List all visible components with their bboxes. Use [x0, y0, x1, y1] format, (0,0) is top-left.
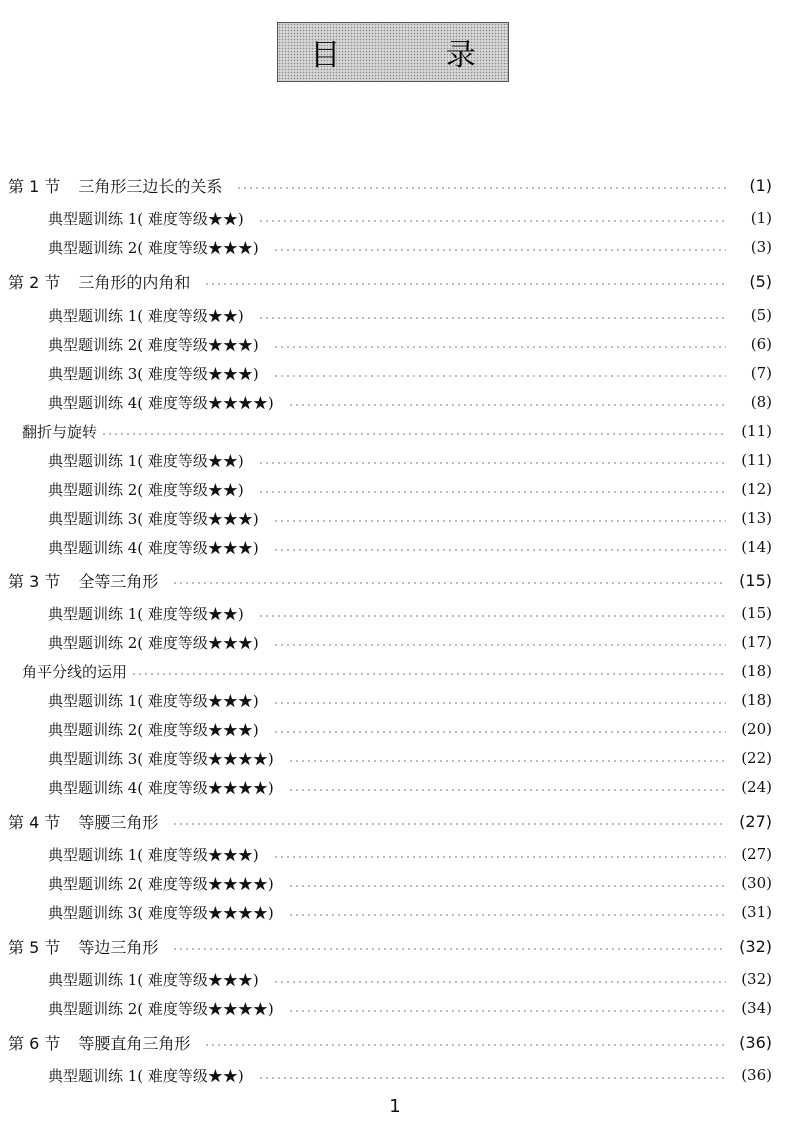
dot-leader	[258, 220, 726, 222]
entry-title: 翻折与旋转	[22, 422, 98, 441]
entry-page-number: (11)	[741, 422, 772, 440]
entry-page-number: (31)	[741, 903, 772, 921]
entry-title: 典型题训练 2( 难度等级★★★★)	[48, 874, 274, 893]
dot-leader	[273, 249, 726, 251]
dot-leader	[236, 187, 726, 189]
entry-page-number: (6)	[750, 335, 772, 353]
entry-title: 典型题训练 2( 难度等级★★)	[48, 480, 244, 499]
entry-title: 典型题训练 2( 难度等级★★★★)	[48, 999, 274, 1018]
toc-practice-row[interactable]	[0, 716, 790, 742]
toc-entry-label	[0, 873, 274, 894]
entry-title: 典型题训练 1( 难度等级★★★)	[48, 970, 259, 989]
toc-practice-row[interactable]	[0, 1062, 790, 1088]
toc-section-row[interactable]	[0, 268, 790, 294]
toc-section-row[interactable]	[0, 172, 790, 198]
entry-title: 典型题训练 4( 难度等级★★★)	[48, 538, 259, 557]
toc-entry-label	[0, 208, 244, 229]
dot-leader	[204, 1044, 726, 1046]
entry-page-number: (24)	[741, 778, 772, 796]
entry-page-number: (1)	[750, 209, 772, 227]
toc-practice-row[interactable]	[0, 331, 790, 357]
entry-title: 典型题训练 3( 难度等级★★★)	[48, 364, 259, 383]
entry-title: 典型题训练 1( 难度等级★★★)	[48, 845, 259, 864]
toc-entry-label	[0, 537, 259, 558]
entry-title: 典型题训练 1( 难度等级★★)	[48, 1066, 244, 1085]
toc-practice-row[interactable]	[0, 899, 790, 925]
toc-entry-label	[0, 777, 274, 798]
toc-subsection-row[interactable]	[0, 658, 790, 684]
dot-leader	[273, 731, 726, 733]
toc-entry-label	[0, 748, 274, 769]
entry-page-number: (15)	[739, 570, 772, 590]
entry-page-number: (15)	[741, 604, 772, 622]
dot-leader	[273, 981, 726, 983]
entry-page-number: (27)	[741, 845, 772, 863]
entry-page-number: (13)	[741, 509, 772, 527]
entry-title: 典型题训练 2( 难度等级★★★)	[48, 720, 259, 739]
toc-entry-label	[0, 392, 274, 413]
entry-title: 典型题训练 2( 难度等级★★★)	[48, 238, 259, 257]
toc-practice-row[interactable]	[0, 841, 790, 867]
entry-page-number: (20)	[741, 720, 772, 738]
entry-title: 典型题训练 1( 难度等级★★)	[48, 306, 244, 325]
toc-title: 目 录	[310, 38, 524, 73]
dot-leader	[258, 491, 726, 493]
dot-leader	[258, 317, 726, 319]
entry-page-number: (17)	[741, 633, 772, 651]
section-number: 第 5 节	[8, 937, 61, 957]
toc-practice-row[interactable]	[0, 870, 790, 896]
toc-entry-label	[0, 421, 97, 442]
entry-page-number: (12)	[741, 480, 772, 498]
dot-leader	[131, 673, 726, 675]
toc-entry-label	[0, 719, 259, 740]
toc-practice-row[interactable]	[0, 447, 790, 473]
toc-entry-label	[0, 902, 274, 923]
toc-entry-label	[0, 334, 259, 355]
toc-practice-row[interactable]	[0, 302, 790, 328]
toc-entry-label	[0, 1031, 190, 1054]
entry-page-number: (18)	[741, 691, 772, 709]
section-number: 第 6 节	[8, 1033, 61, 1053]
dot-leader	[288, 914, 726, 916]
dot-leader	[273, 520, 726, 522]
entry-page-number: (11)	[741, 451, 772, 469]
dot-leader	[273, 346, 726, 348]
toc-practice-row[interactable]	[0, 995, 790, 1021]
toc-entry-label	[0, 270, 190, 293]
toc-entry-label	[0, 1065, 244, 1086]
dot-leader	[273, 856, 726, 858]
entry-page-number: (32)	[739, 936, 772, 956]
entry-title: 典型题训练 1( 难度等级★★)	[48, 209, 244, 228]
toc-practice-row[interactable]	[0, 629, 790, 655]
toc-practice-row[interactable]	[0, 745, 790, 771]
toc-entry-label	[0, 632, 259, 653]
entry-title: 典型题训练 2( 难度等级★★★)	[48, 335, 259, 354]
entry-page-number: (8)	[750, 393, 772, 411]
toc-practice-row[interactable]	[0, 505, 790, 531]
toc-entry-label	[0, 690, 259, 711]
entry-page-number: (30)	[741, 874, 772, 892]
entry-page-number: (27)	[739, 811, 772, 831]
dot-leader	[172, 582, 726, 584]
toc-title-box	[277, 22, 524, 82]
entry-title: 典型题训练 1( 难度等级★★)	[48, 451, 244, 470]
toc-section-row[interactable]	[0, 933, 790, 959]
toc-practice-row[interactable]	[0, 234, 790, 260]
toc-entry-label	[0, 479, 244, 500]
entry-page-number: (3)	[750, 238, 772, 256]
entry-title: 典型题训练 2( 难度等级★★★)	[48, 633, 259, 652]
dot-leader	[172, 948, 726, 950]
section-number: 第 3 节	[8, 571, 61, 591]
entry-title: 典型题训练 3( 难度等级★★★★)	[48, 749, 274, 768]
dot-leader	[288, 789, 726, 791]
page-number: 1	[389, 1096, 401, 1117]
entry-page-number: (36)	[741, 1066, 772, 1084]
toc-entry-label	[0, 508, 259, 529]
dot-leader	[204, 283, 726, 285]
entry-page-number: (22)	[741, 749, 772, 767]
dot-leader	[273, 549, 726, 551]
dot-leader	[288, 885, 726, 887]
entry-title: 等边三角形	[78, 937, 159, 957]
toc-practice-row[interactable]	[0, 966, 790, 992]
entry-title: 典型题训练 1( 难度等级★★★)	[48, 691, 259, 710]
entry-title: 典型题训练 4( 难度等级★★★★)	[48, 393, 274, 412]
toc-entry-label	[0, 810, 158, 833]
toc-entry-label	[0, 935, 158, 958]
dot-leader	[172, 823, 726, 825]
toc-practice-row[interactable]	[0, 389, 790, 415]
entry-page-number: (1)	[749, 175, 772, 195]
dot-leader	[258, 462, 726, 464]
entry-title: 典型题训练 4( 难度等级★★★★)	[48, 778, 274, 797]
entry-page-number: (7)	[750, 364, 772, 382]
dot-leader	[258, 615, 726, 617]
toc-entry-label	[0, 998, 274, 1019]
dot-leader	[273, 375, 726, 377]
entry-page-number: (5)	[750, 306, 772, 324]
toc-section-row[interactable]	[0, 1029, 790, 1055]
entry-title: 等腰直角三角形	[78, 1033, 191, 1053]
toc-entry-label	[0, 305, 244, 326]
toc-entry-label	[0, 603, 244, 624]
entry-page-number: (14)	[741, 538, 772, 556]
dot-leader	[288, 1010, 726, 1012]
toc-entry-label	[0, 237, 259, 258]
toc-practice-row[interactable]	[0, 205, 790, 231]
toc-entry-label	[0, 174, 222, 197]
toc-entry-label	[0, 844, 259, 865]
toc-practice-row[interactable]	[0, 600, 790, 626]
entry-page-number: (34)	[741, 999, 772, 1017]
dot-leader	[273, 644, 726, 646]
entry-title: 典型题训练 3( 难度等级★★★)	[48, 509, 259, 528]
dot-leader	[258, 1077, 726, 1079]
entry-title: 典型题训练 1( 难度等级★★)	[48, 604, 244, 623]
entry-title: 三角形三边长的关系	[78, 176, 223, 196]
entry-page-number: (36)	[739, 1032, 772, 1052]
toc-subsection-row[interactable]	[0, 418, 790, 444]
toc-entry-label	[0, 450, 244, 471]
entry-page-number: (5)	[749, 271, 772, 291]
toc-entry-label	[0, 569, 158, 592]
toc-practice-row[interactable]	[0, 534, 790, 560]
toc-practice-row[interactable]	[0, 360, 790, 386]
entry-page-number: (32)	[741, 970, 772, 988]
entry-title: 角平分线的运用	[22, 662, 128, 681]
toc-entry-label	[0, 661, 127, 682]
section-number: 第 4 节	[8, 812, 61, 832]
toc-entry-label	[0, 969, 259, 990]
section-number: 第 2 节	[8, 272, 61, 292]
section-number: 第 1 节	[8, 176, 61, 196]
entry-title: 全等三角形	[78, 571, 159, 591]
toc-practice-row[interactable]	[0, 476, 790, 502]
dot-leader	[273, 702, 726, 704]
entry-title: 等腰三角形	[78, 812, 159, 832]
dot-leader	[288, 760, 726, 762]
toc-section-row[interactable]	[0, 567, 790, 593]
entry-title: 三角形的内角和	[78, 272, 191, 292]
toc-practice-row[interactable]	[0, 687, 790, 713]
toc-section-row[interactable]	[0, 808, 790, 834]
dot-leader	[288, 404, 726, 406]
dot-leader	[101, 433, 726, 435]
toc-entry-label	[0, 363, 259, 384]
entry-page-number: (18)	[741, 662, 772, 680]
entry-title: 典型题训练 3( 难度等级★★★★)	[48, 903, 274, 922]
toc-practice-row[interactable]	[0, 774, 790, 800]
